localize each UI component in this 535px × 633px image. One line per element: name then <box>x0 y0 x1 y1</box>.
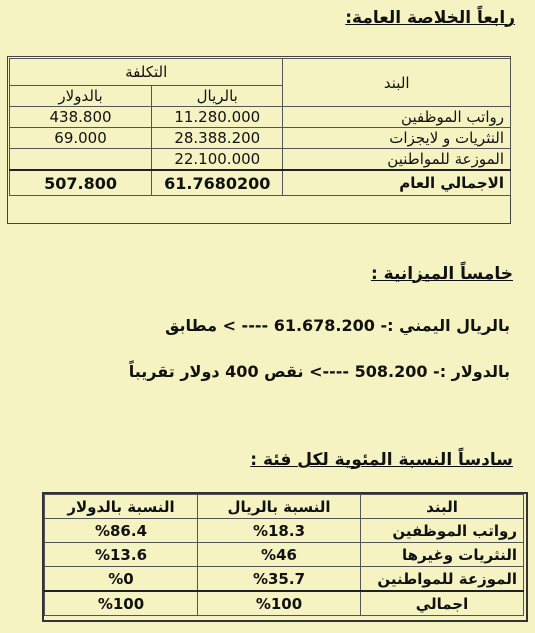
item-cell: رواتب الموظفين <box>283 107 511 128</box>
item-cell: النثريات وغيرها <box>361 543 524 567</box>
table-row <box>45 543 524 567</box>
item-cell: رواتب الموظفين <box>361 519 524 543</box>
cost-header: التكلفة <box>10 59 283 86</box>
budget-section-title: خامساً الميزانية : <box>370 264 513 284</box>
dollar-header: بالدولار <box>10 86 152 107</box>
total-rial-cell: 61.7680200 <box>152 170 283 196</box>
budget-rial-line: بالريال اليمني :- 61.678.200 ---- > مطابق <box>165 316 510 335</box>
total-item-cell: اجمالي <box>361 591 524 616</box>
total-item-cell: الاجمالي العام <box>283 170 511 196</box>
summary-table <box>9 58 511 196</box>
table-row <box>10 149 511 171</box>
percent-section-title: سادساً النسبة المئوية لكل فئة : <box>250 450 513 470</box>
rial-header: بالريال <box>152 86 283 107</box>
table-row <box>45 519 524 543</box>
rial-percent-cell: %18.3 <box>198 519 361 543</box>
total-rial-percent-cell: %100 <box>198 591 361 616</box>
total-row <box>45 591 524 616</box>
dollar-cell: 438.800 <box>10 107 152 128</box>
table-row <box>10 128 511 149</box>
item-cell: الموزعة للمواطنين <box>361 567 524 592</box>
dollar-percent-cell: %13.6 <box>45 543 198 567</box>
total-dollar-cell: 507.800 <box>10 170 152 196</box>
item-header: البند <box>361 495 524 519</box>
item-cell: النثريات و لايجزات <box>283 128 511 149</box>
table-row <box>10 107 511 128</box>
item-header: البند <box>283 59 511 107</box>
summary-section-title: رابعاً الخلاصة العامة: <box>345 8 515 28</box>
item-cell: الموزعة للمواطنين <box>283 149 511 171</box>
dollar-cell: 69.000 <box>10 128 152 149</box>
dollar-percent-cell: %86.4 <box>45 519 198 543</box>
table-row <box>45 567 524 592</box>
percent-table <box>44 494 524 616</box>
dollar-percent-cell: %0 <box>45 567 198 592</box>
total-dollar-percent-cell: %100 <box>45 591 198 616</box>
rial-percent-cell: %46 <box>198 543 361 567</box>
rial-cell: 22.100.000 <box>152 149 283 171</box>
rial-percent-cell: %35.7 <box>198 567 361 592</box>
dollar-percent-header: النسبة بالدولار <box>45 495 198 519</box>
rial-percent-header: النسبة بالريال <box>198 495 361 519</box>
dollar-cell <box>10 149 152 171</box>
total-row <box>10 170 511 196</box>
rial-cell: 28.388.200 <box>152 128 283 149</box>
budget-dollar-line: بالدولار :- 508.200 ----> نقص 400 دولار تقريباً <box>128 362 510 381</box>
rial-cell: 11.280.000 <box>152 107 283 128</box>
